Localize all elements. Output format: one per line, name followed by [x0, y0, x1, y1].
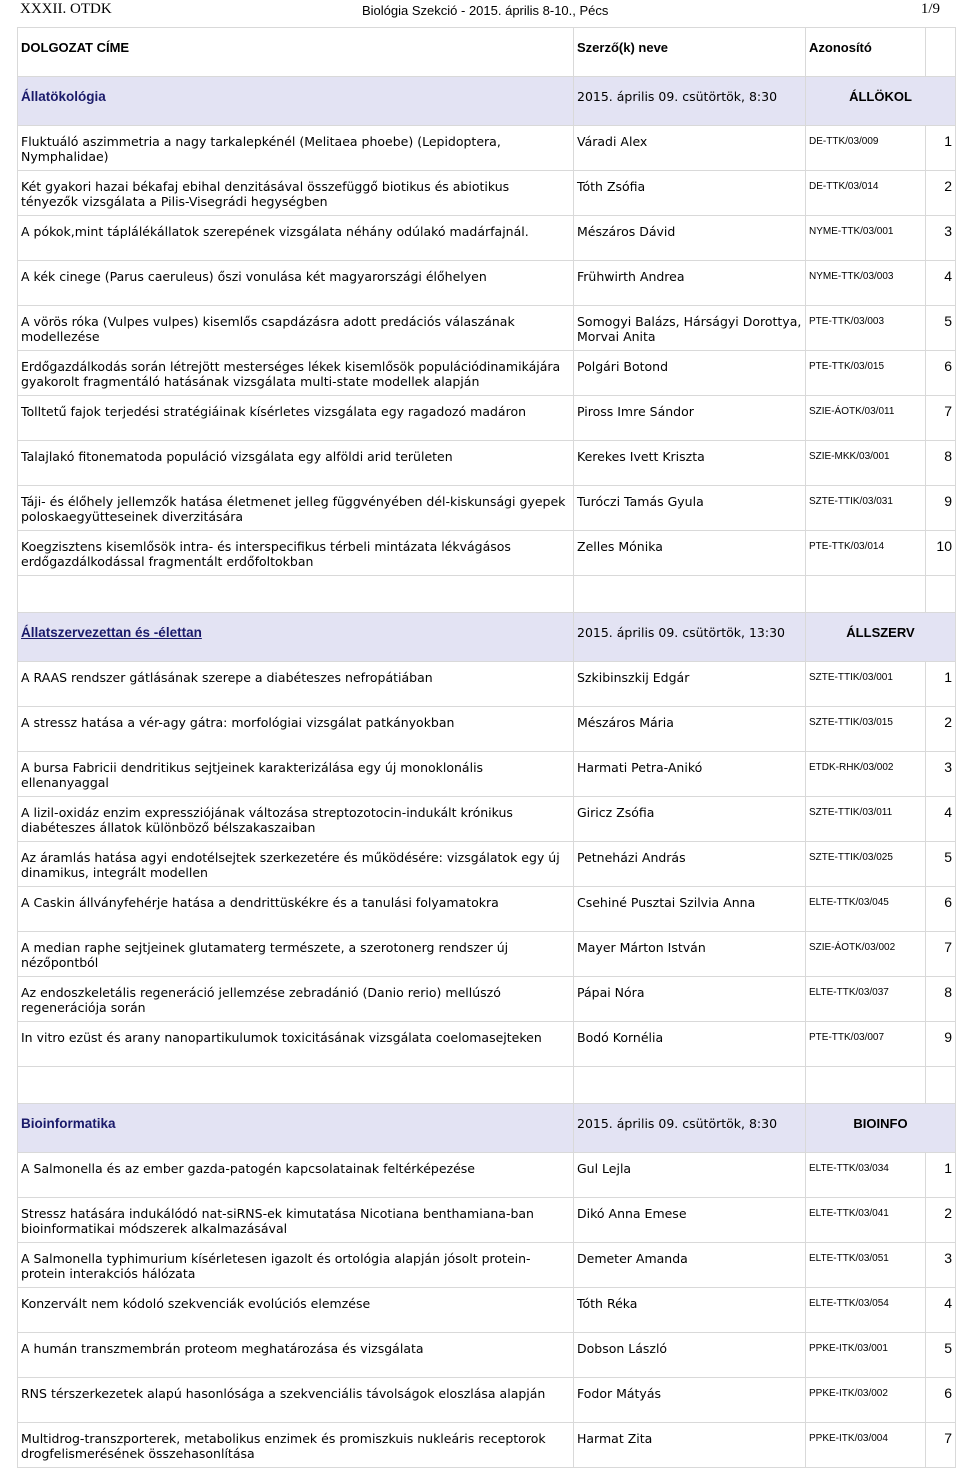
- paper-id: ELTE-TTK/03/034: [806, 1153, 926, 1198]
- table-row: [18, 707, 956, 752]
- paper-id: DE-TTK/03/014: [806, 171, 926, 216]
- paper-authors: Tóth Zsófia: [574, 171, 806, 216]
- paper-title: Táji- és élőhely jellemzők hatása életmenet jelleg függvényében dél-kiskunsági gyepek poloskaegyütteseinek diverzitására: [18, 486, 574, 531]
- paper-id: SZTE-TTIK/03/015: [806, 707, 926, 752]
- spacer-cell: [806, 1067, 926, 1104]
- column-header-number: [926, 28, 956, 77]
- paper-authors: Petneházi András: [574, 842, 806, 887]
- table-row: [18, 662, 956, 707]
- section-date: 2015. április 09. csütörtök, 8:30: [574, 1104, 806, 1153]
- paper-id: ETDK-RHK/03/002: [806, 752, 926, 797]
- paper-id: PTE-TTK/03/015: [806, 351, 926, 396]
- paper-title: A RAAS rendszer gátlásának szerepe a diabéteszes nefropátiában: [18, 662, 574, 707]
- paper-authors: Dikó Anna Emese: [574, 1198, 806, 1243]
- paper-number: 1: [926, 126, 956, 171]
- paper-id: PPKE-ITK/03/004: [806, 1423, 926, 1468]
- paper-number: 2: [926, 707, 956, 752]
- table-row: [18, 1333, 956, 1378]
- paper-id: ELTE-TTK/03/054: [806, 1288, 926, 1333]
- table-row: [18, 977, 956, 1022]
- paper-id: SZIE-ÁOTK/03/002: [806, 932, 926, 977]
- paper-title: A humán transzmembrán proteom meghatározása és vizsgálata: [18, 1333, 574, 1378]
- table-row: [18, 887, 956, 932]
- section-title: [18, 77, 574, 126]
- paper-title: Konzervált nem kódoló szekvenciák evolúciós elemzése: [18, 1288, 574, 1333]
- table-row: [18, 531, 956, 576]
- paper-title: Fluktuáló aszimmetria a nagy tarkalepkénél (Melitaea phoebe) (Lepidoptera, Nymphalidae): [18, 126, 574, 171]
- paper-authors: Zelles Mónika: [574, 531, 806, 576]
- table-row: [18, 1378, 956, 1423]
- paper-number: 5: [926, 842, 956, 887]
- paper-title: A Caskin állványfehérje hatása a dendrittüskékre és a tanulási folyamatokra: [18, 887, 574, 932]
- paper-number: 7: [926, 1423, 956, 1468]
- event-name: XXXII. OTDK: [20, 1, 112, 17]
- paper-title: Az áramlás hatása agyi endotélsejtek szerkezetére és működésére: vizsgálatok egy új dinamikus, integrált modellen: [18, 842, 574, 887]
- table-row: [18, 351, 956, 396]
- table-row: [18, 216, 956, 261]
- column-header-authors: Szerző(k) neve: [574, 28, 806, 77]
- paper-id: PPKE-ITK/03/001: [806, 1333, 926, 1378]
- spacer-cell: [18, 576, 574, 613]
- paper-id: SZTE-TTIK/03/031: [806, 486, 926, 531]
- paper-id: PTE-TTK/03/007: [806, 1022, 926, 1067]
- paper-id: SZTE-TTIK/03/011: [806, 797, 926, 842]
- section-code: ÁLLÖKOL: [806, 77, 956, 126]
- spacer-cell: [926, 576, 956, 613]
- paper-number: 9: [926, 1022, 956, 1067]
- paper-authors: Szkibinszkij Edgár: [574, 662, 806, 707]
- section-spacer: [18, 1067, 956, 1104]
- section-title-text: Állatökológia: [21, 89, 106, 104]
- paper-authors: Csehiné Pusztai Szilvia Anna: [574, 887, 806, 932]
- section-title: [18, 1104, 574, 1153]
- table-row: [18, 1423, 956, 1468]
- paper-number: 6: [926, 887, 956, 932]
- paper-authors: Dobson László: [574, 1333, 806, 1378]
- paper-id: ELTE-TTK/03/041: [806, 1198, 926, 1243]
- paper-authors: Frühwirth Andrea: [574, 261, 806, 306]
- paper-number: 1: [926, 1153, 956, 1198]
- table-row: [18, 1288, 956, 1333]
- paper-title: Stressz hatására indukálódó nat-siRNS-ek kimutatása Nicotiana benthamiana-ban bioinformatikai módszerek alkalmazásával: [18, 1198, 574, 1243]
- paper-title: A pókok,mint táplálékállatok szerepének vizsgálata néhány odúlakó madárfajnál.: [18, 216, 574, 261]
- paper-id: NYME-TTK/03/001: [806, 216, 926, 261]
- paper-number: 4: [926, 1288, 956, 1333]
- paper-number: 2: [926, 171, 956, 216]
- spacer-cell: [926, 1067, 956, 1104]
- paper-authors: Mayer Márton István: [574, 932, 806, 977]
- paper-authors: Turóczi Tamás Gyula: [574, 486, 806, 531]
- paper-authors: Mészáros Dávid: [574, 216, 806, 261]
- paper-authors: Fodor Mátyás: [574, 1378, 806, 1423]
- paper-title: Talajlakó fitonematoda populáció vizsgálata egy alföldi arid területen: [18, 441, 574, 486]
- paper-authors: Harmat Zita: [574, 1423, 806, 1468]
- paper-number: 8: [926, 441, 956, 486]
- paper-id: ELTE-TTK/03/037: [806, 977, 926, 1022]
- paper-title: A Salmonella és az ember gazda-patogén kapcsolatainak feltérképezése: [18, 1153, 574, 1198]
- paper-id: SZTE-TTIK/03/025: [806, 842, 926, 887]
- paper-authors: Somogyi Balázs, Hárságyi Dorottya, Morvai Anita: [574, 306, 806, 351]
- section-header: [18, 613, 956, 662]
- section-title-text: Bioinformatika: [21, 1116, 116, 1131]
- paper-number: 7: [926, 932, 956, 977]
- paper-title: Multidrog-transzporterek, metabolikus enzimek és promiszkuis nukleáris receptorok drogfelismerésének összehasonlítása: [18, 1423, 574, 1468]
- table-row: [18, 396, 956, 441]
- paper-number: 3: [926, 216, 956, 261]
- paper-id: ELTE-TTK/03/045: [806, 887, 926, 932]
- paper-number: 6: [926, 1378, 956, 1423]
- paper-number: 9: [926, 486, 956, 531]
- paper-title: Erdőgazdálkodás során létrejött mesterséges lékek kisemlősök populációdinamikájára gyakorolt fragmentáló hatásának vizsgálata multi-state modellek alapján: [18, 351, 574, 396]
- paper-title: Koegzisztens kisemlősök intra- és interspecifikus térbeli mintázata lékvágásos erdőgazdálkodással fragmentált erdőfoltokban: [18, 531, 574, 576]
- paper-authors: Kerekes Ivett Kriszta: [574, 441, 806, 486]
- table-row: [18, 1153, 956, 1198]
- table-row: [18, 171, 956, 216]
- paper-id: SZIE-MKK/03/001: [806, 441, 926, 486]
- paper-id: PTE-TTK/03/014: [806, 531, 926, 576]
- paper-authors: Polgári Botond: [574, 351, 806, 396]
- paper-number: 5: [926, 306, 956, 351]
- spacer-cell: [18, 1067, 574, 1104]
- paper-authors: Harmati Petra-Anikó: [574, 752, 806, 797]
- paper-title: A lizil-oxidáz enzim expressziójának változása streptozotocin-indukált krónikus diabéteszes állatok különböző bélszakaszaiban: [18, 797, 574, 842]
- paper-number: 4: [926, 797, 956, 842]
- paper-number: 3: [926, 752, 956, 797]
- column-header-id: Azonosító: [806, 28, 926, 77]
- paper-number: 1: [926, 662, 956, 707]
- paper-id: ELTE-TTK/03/051: [806, 1243, 926, 1288]
- table-row: [18, 261, 956, 306]
- paper-number: 6: [926, 351, 956, 396]
- table-row: [18, 842, 956, 887]
- program-table-container: [17, 27, 955, 1468]
- paper-title: A bursa Fabricii dendritikus sejtjeinek karakterizálása egy új monoklonális ellenanyaggal: [18, 752, 574, 797]
- paper-authors: Piross Imre Sándor: [574, 396, 806, 441]
- paper-title: A kék cinege (Parus caeruleus) őszi vonulása két magyarországi élőhelyen: [18, 261, 574, 306]
- paper-id: PPKE-ITK/03/002: [806, 1378, 926, 1423]
- paper-id: SZIE-ÁOTK/03/011: [806, 396, 926, 441]
- table-row: [18, 441, 956, 486]
- paper-id: DE-TTK/03/009: [806, 126, 926, 171]
- section-header: [18, 77, 956, 126]
- page-header: [0, 0, 960, 24]
- column-header-title: DOLGOZAT CÍME: [18, 28, 574, 77]
- column-header-row: [18, 28, 956, 77]
- program-table: [17, 27, 956, 1468]
- paper-title: RNS térszerkezetek alapú hasonlósága a szekvenciális távolságok eloszlása alapján: [18, 1378, 574, 1423]
- paper-title: Tolltetű fajok terjedési stratégiáinak kísérletes vizsgálata egy ragadozó madáron: [18, 396, 574, 441]
- paper-authors: Demeter Amanda: [574, 1243, 806, 1288]
- section-title: [18, 613, 574, 662]
- table-row: [18, 486, 956, 531]
- paper-number: 8: [926, 977, 956, 1022]
- page-number: 1/9: [920, 1, 940, 17]
- paper-title: A median raphe sejtjeinek glutamaterg természete, a szerotonerg rendszer új nézőpontból: [18, 932, 574, 977]
- paper-number: 5: [926, 1333, 956, 1378]
- section-header: [18, 1104, 956, 1153]
- section-code: ÁLLSZERV: [806, 613, 956, 662]
- table-row: [18, 1243, 956, 1288]
- table-row: [18, 306, 956, 351]
- paper-id: PTE-TTK/03/003: [806, 306, 926, 351]
- paper-number: 2: [926, 1198, 956, 1243]
- table-row: [18, 797, 956, 842]
- table-row: [18, 932, 956, 977]
- paper-title: A vörös róka (Vulpes vulpes) kisemlős csapdázásra adott predációs válaszának modellezése: [18, 306, 574, 351]
- section-title-text: Állatszervezettan és -élettan: [21, 625, 202, 640]
- section-spacer: [18, 576, 956, 613]
- paper-number: 4: [926, 261, 956, 306]
- paper-authors: Gul Lejla: [574, 1153, 806, 1198]
- table-row: [18, 752, 956, 797]
- paper-title: Az endoszkeletális regeneráció jellemzése zebradánió (Danio rerio) mellúszó regenerációja során: [18, 977, 574, 1022]
- paper-authors: Tóth Réka: [574, 1288, 806, 1333]
- paper-title: Két gyakori hazai békafaj ebihal denzitásával összefüggő biotikus és abiotikus tényezők vizsgálata a Pilis-Visegrádi hegységben: [18, 171, 574, 216]
- section-date: 2015. április 09. csütörtök, 13:30: [574, 613, 806, 662]
- paper-authors: Bodó Kornélia: [574, 1022, 806, 1067]
- section-date: 2015. április 09. csütörtök, 8:30: [574, 77, 806, 126]
- table-row: [18, 1198, 956, 1243]
- paper-authors: Giricz Zsófia: [574, 797, 806, 842]
- table-row: [18, 1022, 956, 1067]
- table-row: [18, 126, 956, 171]
- section-info: Biológia Szekció - 2015. április 8-10., Pécs: [362, 3, 609, 18]
- paper-number: 3: [926, 1243, 956, 1288]
- paper-number: 7: [926, 396, 956, 441]
- spacer-cell: [574, 576, 806, 613]
- paper-authors: Pápai Nóra: [574, 977, 806, 1022]
- paper-id: SZTE-TTIK/03/001: [806, 662, 926, 707]
- paper-authors: Mészáros Mária: [574, 707, 806, 752]
- paper-number: 10: [926, 531, 956, 576]
- paper-id: NYME-TTK/03/003: [806, 261, 926, 306]
- paper-title: In vitro ezüst és arany nanopartikulumok toxicitásának vizsgálata coelomasejteken: [18, 1022, 574, 1067]
- spacer-cell: [574, 1067, 806, 1104]
- paper-title: A stressz hatása a vér-agy gátra: morfológiai vizsgálat patkányokban: [18, 707, 574, 752]
- section-code: BIOINFO: [806, 1104, 956, 1153]
- paper-authors: Váradi Alex: [574, 126, 806, 171]
- paper-title: A Salmonella typhimurium kísérletesen igazolt és ortológia alapján jósolt protein-protein interakciós hálózata: [18, 1243, 574, 1288]
- spacer-cell: [806, 576, 926, 613]
